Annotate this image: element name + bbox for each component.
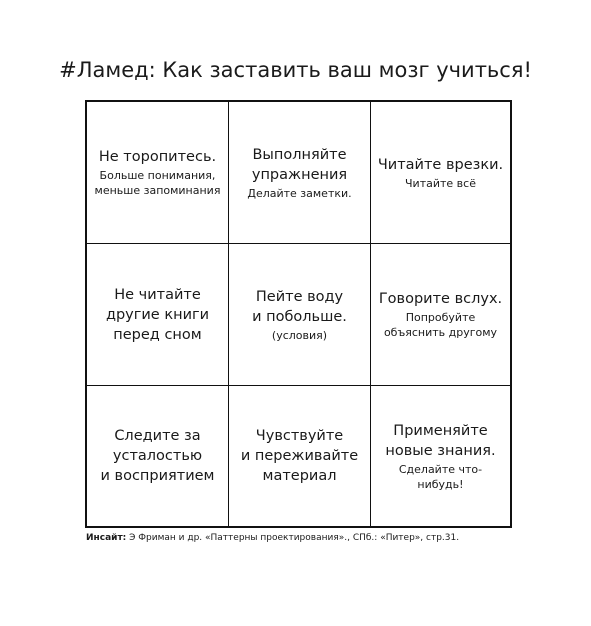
citation-label: Инсайт: [86,533,127,543]
tip-heading: Пейте воду и побольше. [252,288,347,325]
tip-cell [87,244,229,386]
tip-note: Делайте заметки. [247,186,352,200]
tip-cell [87,386,229,526]
tip-cell [229,244,371,386]
source-citation [86,533,459,543]
tip-heading: Следите за усталостью и восприятием [100,428,215,484]
tip-cell [371,102,510,244]
tip-cell [371,386,510,526]
tip-cell [229,102,371,244]
tip-note: Попробуйте объяснить другому [383,311,498,339]
tip-note: Читайте всё [405,176,476,190]
tip-heading: Говорите вслух. [378,291,503,307]
tip-note: Сделайте что-нибудь! [398,462,483,491]
tip-heading: Применяйте новые знания. [385,422,496,459]
tip-heading: Выполняйте упражнения [251,146,348,183]
tip-note: (условия) [271,328,328,342]
tip-heading: Читайте врезки. [377,156,504,173]
tip-cell [87,102,229,244]
tip-heading: Не читайте другие книги перед сном [105,286,210,343]
tip-cell [229,386,371,526]
tip-cell [371,244,510,386]
page-title: #Ламед: Как заставить ваш мозг учиться! [59,58,532,82]
tip-heading: Не торопитесь. [98,149,217,165]
citation-text: Э Фриман и др. «Паттерны проектирования»., СПб.: «Питер», стр.31. [126,533,460,543]
tip-heading: Чувствуйте и переживайте материал [240,428,359,484]
tip-note: Больше понимания, меньше запоминания [94,169,221,197]
tips-grid [85,100,512,528]
